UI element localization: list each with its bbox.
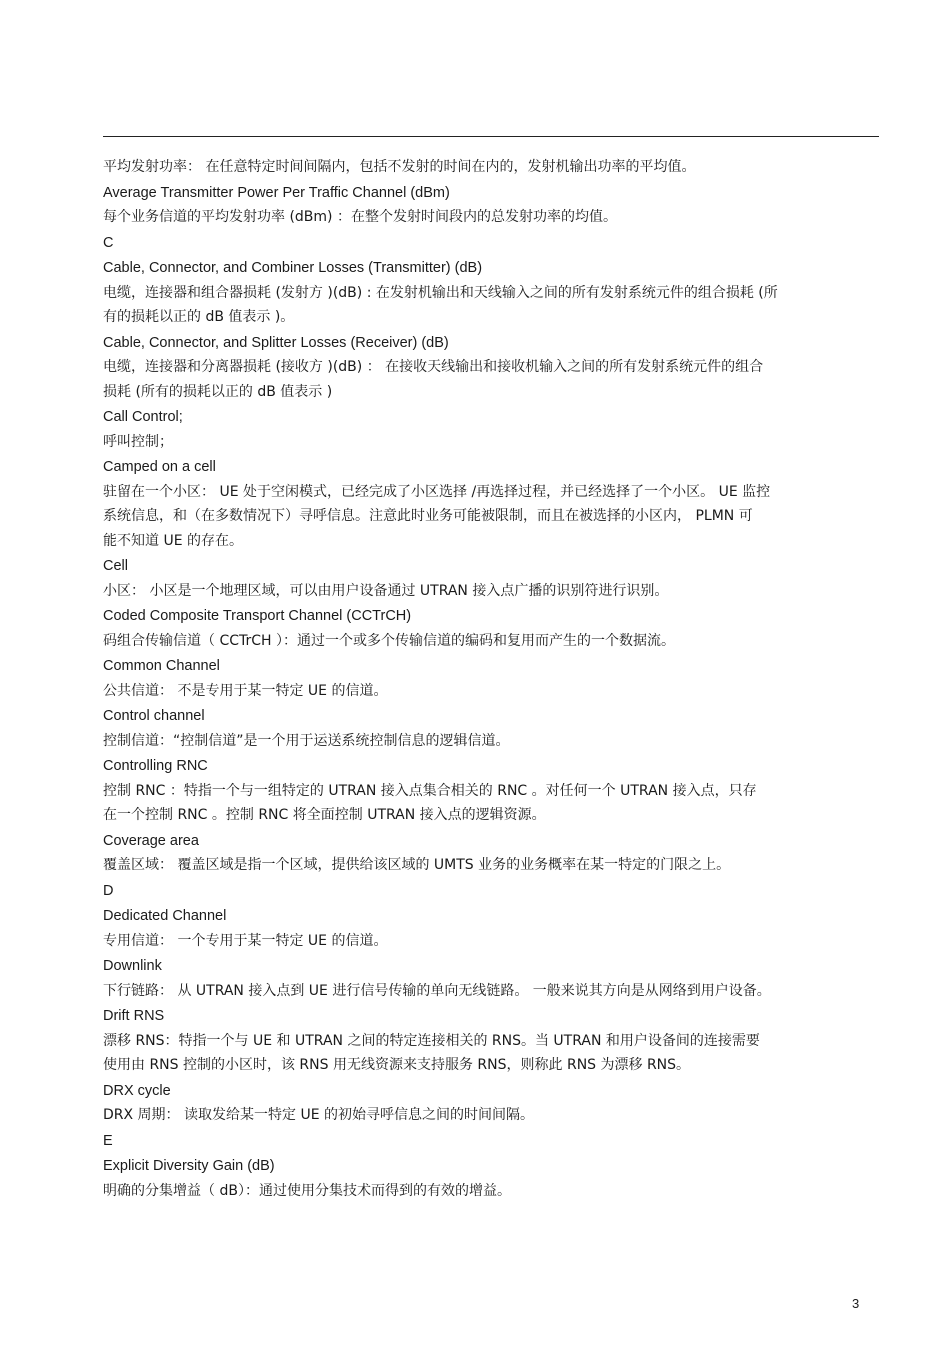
definition-line: 驻留在一个小区： UE 处于空闲模式，已经完成了小区选择 /再选择过程，并已经选择了一个小区。 UE 监控: [103, 483, 771, 500]
section-letter: C: [103, 234, 114, 251]
definition-line: 系统信息，和（在多数情况下）寻呼信息。注意此时业务可能被限制，而且在被选择的小区内， PLMN 可: [103, 508, 753, 524]
term-heading: Drift RNS: [103, 1008, 165, 1024]
definition-line: 控制信道：“控制信道”是一个用于运送系统控制信息的逻辑信道。: [103, 732, 510, 749]
definition-line: 控制 RNC ：特指一个与一组特定的 UTRAN 接入点集合相关的 RNC 。对任何一个 UTRAN 接入点，只存: [103, 782, 757, 799]
definition-line: 小区： 小区是一个地理区域，可以由用户设备通过 UTRAN 接入点广播的识别符进行识别。: [103, 582, 669, 599]
definition-line: 损耗 (所有的损耗以正的 dB 值表示 ): [103, 383, 333, 400]
definition-line: 呼叫控制；: [103, 433, 173, 450]
definition-line: 在一个控制 RNC 。控制 RNC 将全面控制 UTRAN 接入点的逻辑资源。: [103, 807, 546, 823]
term-heading: Cable, Connector, and Combiner Losses (Transmitter) (dB): [103, 260, 483, 276]
section-letter: D: [103, 882, 114, 899]
term-heading: Coverage area: [103, 832, 199, 849]
section-letter: E: [103, 1132, 113, 1149]
definition-line: 下行链路： 从 UTRAN 接入点到 UE 进行信号传输的单向无线链路。 一般来说其方向是从网络到用户设备。: [103, 982, 771, 999]
definition-line: 专用信道： 一个专用于某一特定 UE 的信道。: [103, 932, 388, 949]
page-number: 3: [852, 1296, 860, 1311]
term-heading: Dedicated Channel: [103, 908, 227, 924]
definition-line: 明确的分集增益（ dB）：通过使用分集技术而得到的有效的增益。: [103, 1182, 511, 1199]
definition-line: 码组合传输信道（ CCTrCH ）：通过一个或多个传输信道的编码和复用而产生的一个数据流。: [103, 632, 676, 649]
term-heading: Explicit Diversity Gain (dB): [103, 1158, 275, 1174]
term-heading: Call Control;: [103, 409, 183, 425]
definition-line: 电缆，连接器和分离器损耗 (接收方 )(dB) ： 在接收天线输出和接收机输入之间的所有发射系统元件的组合: [103, 359, 764, 375]
definition-line: DRX 周期： 读取发给某一特定 UE 的初始寻呼信息之间的时间间隔。: [103, 1107, 534, 1123]
definition-line: 电缆，连接器和组合器损耗 (发射方 )(dB) : 在发射机输出和天线输入之间的所有发射系统元件的组合损耗 (所: [103, 284, 778, 301]
term-heading: Cell: [103, 558, 128, 574]
term-heading: Downlink: [103, 958, 162, 974]
term-heading: DRX cycle: [103, 1082, 171, 1099]
definition-line: 使用由 RNS 控制的小区时，该 RNS 用无线资源来支持服务 RNS，则称此 RNS 为漂移 RNS。: [103, 1057, 691, 1073]
glossary-body: [103, 155, 879, 1203]
definition-line: 有的损耗以正的 dB 值表示 )。: [103, 309, 295, 325]
term-heading: Camped on a cell: [103, 459, 216, 475]
term-heading: Average Transmitter Power Per Traffic Channel (dBm): [103, 184, 450, 201]
term-heading: Common Channel: [103, 658, 220, 674]
definition-line: 能不知道 UE 的存在。: [103, 532, 243, 549]
definition-line: 每个业务信道的平均发射功率 (dBm) ：在整个发射时间段内的总发射功率的均值。: [103, 209, 617, 225]
definition-line: 公共信道： 不是专用于某一特定 UE 的信道。: [103, 682, 388, 699]
term-heading: Controlling RNC: [103, 758, 208, 774]
term-heading: Control channel: [103, 708, 205, 724]
term-heading: Coded Composite Transport Channel (CCTrCH): [103, 608, 412, 624]
definition-line: 漂移 RNS：特指一个与 UE 和 UTRAN 之间的特定连接相关的 RNS。当 UTRAN 和用户设备间的连接需要: [103, 1032, 760, 1049]
definition-line: 覆盖区域： 覆盖区域是指一个区域，提供给该区域的 UMTS 业务的业务概率在某一特定的门限之上。: [103, 857, 731, 873]
header-rule: [103, 136, 879, 137]
definition-line: 平均发射功率： 在任意特定时间间隔内，包括不发射的时间在内的，发射机输出功率的平均值。: [103, 159, 696, 175]
term-heading: Cable, Connector, and Splitter Losses (Receiver) (dB): [103, 334, 449, 351]
